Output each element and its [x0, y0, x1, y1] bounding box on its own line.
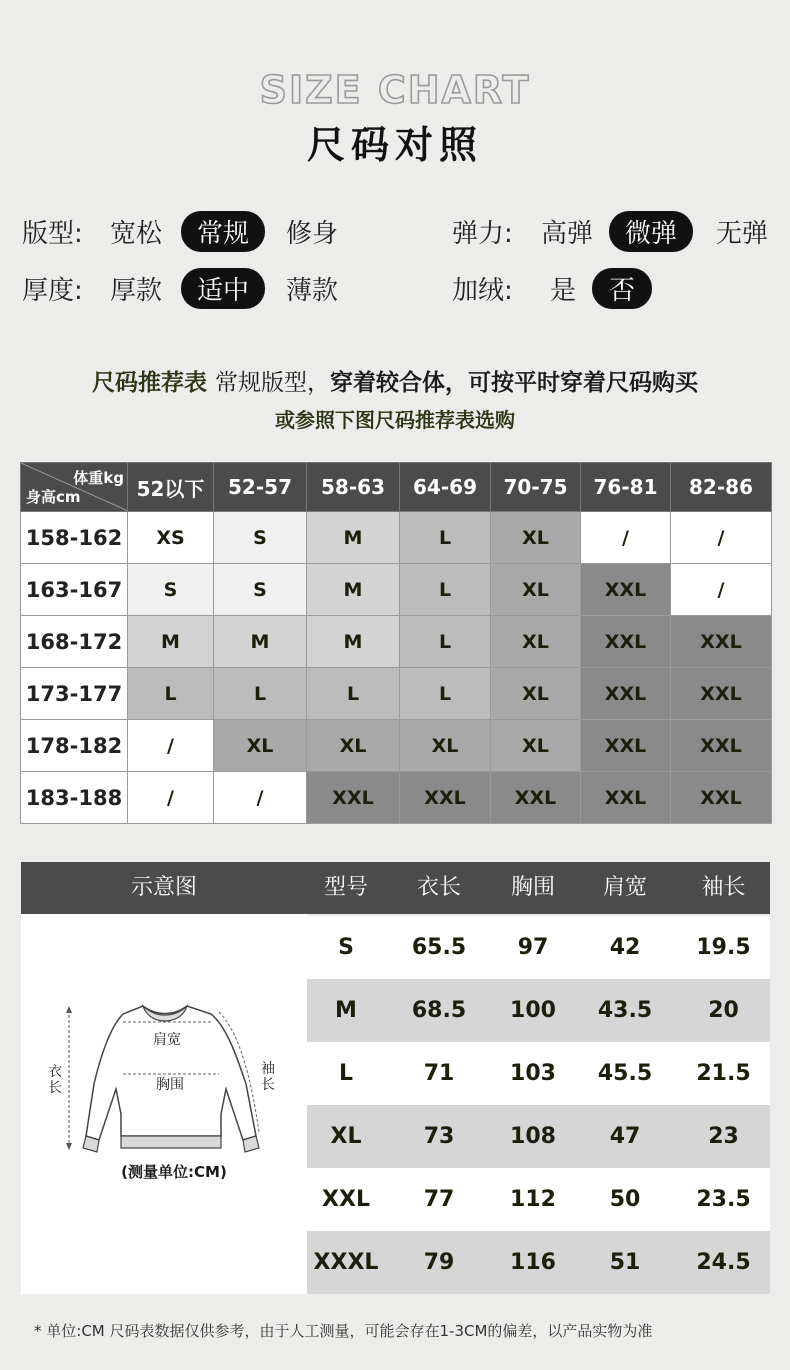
table-row	[307, 1168, 770, 1231]
table-row	[307, 1231, 770, 1294]
size-cell: XL	[491, 564, 581, 616]
sweater-diagram-panel	[21, 914, 307, 1294]
size-cell: XL	[491, 512, 581, 564]
table-row	[21, 720, 772, 772]
fit-option-slim: 修身	[286, 219, 339, 249]
diagram-length-label-2: 长	[48, 1080, 62, 1096]
sleeve-cell: 19.5	[696, 935, 751, 960]
title-english: SIZE CHART	[259, 68, 531, 112]
shoulder-cell: 50	[609, 1187, 641, 1212]
length-cell: 73	[423, 1124, 455, 1149]
size-column-header: 型号	[323, 875, 368, 900]
size-cell: L	[400, 668, 491, 720]
shoulder-cell: 45.5	[597, 1061, 653, 1086]
shoulder-column-header: 肩宽	[602, 875, 647, 900]
weight-column-header: 70-75	[491, 463, 581, 512]
chest-column-header: 胸围	[510, 875, 555, 900]
sleeve-cell: 20	[708, 998, 739, 1023]
diagram-chest-label: 胸围	[156, 1077, 184, 1093]
fleece-option-no-selected: 否	[592, 268, 652, 309]
size-cell: M	[214, 616, 307, 668]
height-range-cell: 183-188	[21, 772, 128, 824]
size-cell: S	[128, 564, 214, 616]
height-range-cell: 168-172	[21, 616, 128, 668]
fit-label: 版型:	[22, 219, 83, 249]
sleeve-cell: 24.5	[696, 1250, 751, 1275]
size-cell: XL	[491, 668, 581, 720]
size-cell: XXL	[581, 616, 671, 668]
thickness-option-thick: 厚款	[110, 276, 163, 306]
size-cell: /	[128, 772, 214, 824]
corner-weight-label: 体重kg	[73, 469, 124, 487]
size-cell: L	[128, 668, 214, 720]
size-cell: /	[671, 564, 772, 616]
weight-column-header: 76-81	[581, 463, 671, 512]
size-table-corner	[21, 463, 128, 512]
size-cell: S	[338, 935, 354, 960]
weight-column-header: 52以下	[128, 463, 214, 512]
size-cell: XXL	[322, 1187, 370, 1212]
length-cell: 77	[423, 1187, 455, 1212]
diagram-sleeve-label-1: 袖	[261, 1061, 275, 1077]
shoulder-cell: 43.5	[597, 998, 653, 1023]
weight-column-header: 82-86	[671, 463, 772, 512]
size-recommendation-table	[20, 462, 772, 824]
size-table-header	[21, 463, 772, 512]
size-cell: /	[671, 512, 772, 564]
height-range-cell: 158-162	[21, 512, 128, 564]
size-cell: L	[307, 668, 400, 720]
sleeve-cell: 21.5	[696, 1061, 751, 1086]
size-cell: XL	[491, 720, 581, 772]
table-row	[307, 979, 770, 1042]
weight-column-header: 52-57	[214, 463, 307, 512]
corner-height-label: 身高cm	[26, 488, 81, 506]
sleeve-cell: 23	[708, 1124, 739, 1149]
size-cell: XXL	[671, 772, 772, 824]
size-cell: M	[307, 512, 400, 564]
table-row	[307, 1105, 770, 1168]
size-cell: XL	[330, 1124, 362, 1149]
size-cell: L	[338, 1061, 354, 1086]
fit-option-regular-selected: 常规	[181, 211, 265, 252]
footnote: * 单位:CM 尺码表数据仅供参考，由于人工测量，可能会存在1-3CM的偏差，以产品实物为准	[34, 1322, 653, 1340]
length-column-header: 衣长	[416, 875, 461, 900]
diagram-unit-label: (测量单位:CM)	[121, 1163, 227, 1181]
recommendation-text-normal: 常规版型，	[215, 370, 330, 396]
thickness-option-thin: 薄款	[286, 276, 339, 306]
size-cell: M	[335, 998, 357, 1023]
thickness-label: 厚度:	[22, 276, 83, 306]
length-cell: 71	[423, 1061, 455, 1086]
length-cell: 79	[423, 1250, 455, 1275]
size-cell: /	[581, 512, 671, 564]
size-cell: XXL	[307, 772, 400, 824]
chest-cell: 116	[510, 1250, 556, 1275]
size-cell: /	[214, 772, 307, 824]
table-row	[307, 916, 770, 979]
fit-option-loose: 宽松	[110, 219, 163, 249]
size-cell: M	[307, 616, 400, 668]
table-row	[307, 1042, 770, 1105]
shoulder-cell: 42	[609, 935, 641, 960]
length-cell: 68.5	[411, 998, 467, 1023]
chest-cell: 103	[510, 1061, 556, 1086]
size-cell: /	[128, 720, 214, 772]
diagram-sleeve-label-2: 长	[261, 1077, 275, 1093]
size-cell: XXL	[671, 616, 772, 668]
recommendation-title: 尺码推荐表	[91, 370, 207, 396]
measurement-table-header	[21, 862, 770, 914]
elasticity-label: 弹力:	[452, 219, 513, 249]
size-cell: XXL	[581, 564, 671, 616]
thickness-option-medium-selected: 适中	[181, 268, 265, 309]
size-cell: XS	[128, 512, 214, 564]
size-cell: M	[307, 564, 400, 616]
diagram-length-label-1: 衣	[48, 1064, 62, 1080]
size-cell: L	[400, 564, 491, 616]
diagram-column-header: 示意图	[130, 875, 197, 900]
table-row	[21, 564, 772, 616]
size-cell: M	[128, 616, 214, 668]
table-row	[21, 616, 772, 668]
table-row	[21, 512, 772, 564]
size-cell: XXL	[581, 720, 671, 772]
chest-cell: 112	[510, 1187, 556, 1212]
chest-cell: 100	[510, 998, 556, 1023]
elasticity-option-slight-selected: 微弹	[609, 211, 693, 252]
size-cell: XXL	[491, 772, 581, 824]
recommendation-subline: 或参照下图尺码推荐表选购	[275, 408, 515, 432]
table-row	[21, 772, 772, 824]
size-cell: XL	[400, 720, 491, 772]
recommendation-text-bold: 穿着较合体，可按平时穿着尺码购买	[330, 370, 698, 396]
size-cell: XL	[307, 720, 400, 772]
title-chinese: 尺码对照	[306, 123, 483, 167]
size-cell: XXL	[581, 772, 671, 824]
height-range-cell: 173-177	[21, 668, 128, 720]
size-cell: S	[214, 512, 307, 564]
elasticity-option-high: 高弹	[541, 219, 594, 249]
chest-cell: 97	[517, 935, 549, 960]
size-cell: L	[214, 668, 307, 720]
fleece-option-yes: 是	[550, 276, 577, 306]
size-cell: XXL	[400, 772, 491, 824]
sleeve-cell: 23.5	[696, 1187, 751, 1212]
chest-cell: 108	[510, 1124, 556, 1149]
shoulder-cell: 47	[609, 1124, 641, 1149]
size-cell: L	[400, 512, 491, 564]
recommendation-line	[0, 364, 790, 397]
size-cell: XL	[491, 616, 581, 668]
size-cell: XXXL	[313, 1250, 379, 1275]
size-cell: XL	[214, 720, 307, 772]
height-range-cell: 178-182	[21, 720, 128, 772]
table-row	[21, 668, 772, 720]
weight-column-header: 58-63	[307, 463, 400, 512]
elasticity-option-none: 无弹	[716, 219, 769, 249]
size-cell: L	[400, 616, 491, 668]
fleece-label: 加绒:	[452, 276, 513, 306]
size-cell: S	[214, 564, 307, 616]
sweater-icon	[21, 914, 307, 1294]
length-cell: 65.5	[411, 935, 467, 960]
diagram-shoulder-label: 肩宽	[153, 1032, 181, 1048]
shoulder-cell: 51	[609, 1250, 641, 1275]
size-cell: XXL	[671, 720, 772, 772]
weight-column-header: 64-69	[400, 463, 491, 512]
size-cell: XXL	[581, 668, 671, 720]
sleeve-column-header: 袖长	[701, 875, 746, 900]
size-cell: XXL	[671, 668, 772, 720]
height-range-cell: 163-167	[21, 564, 128, 616]
